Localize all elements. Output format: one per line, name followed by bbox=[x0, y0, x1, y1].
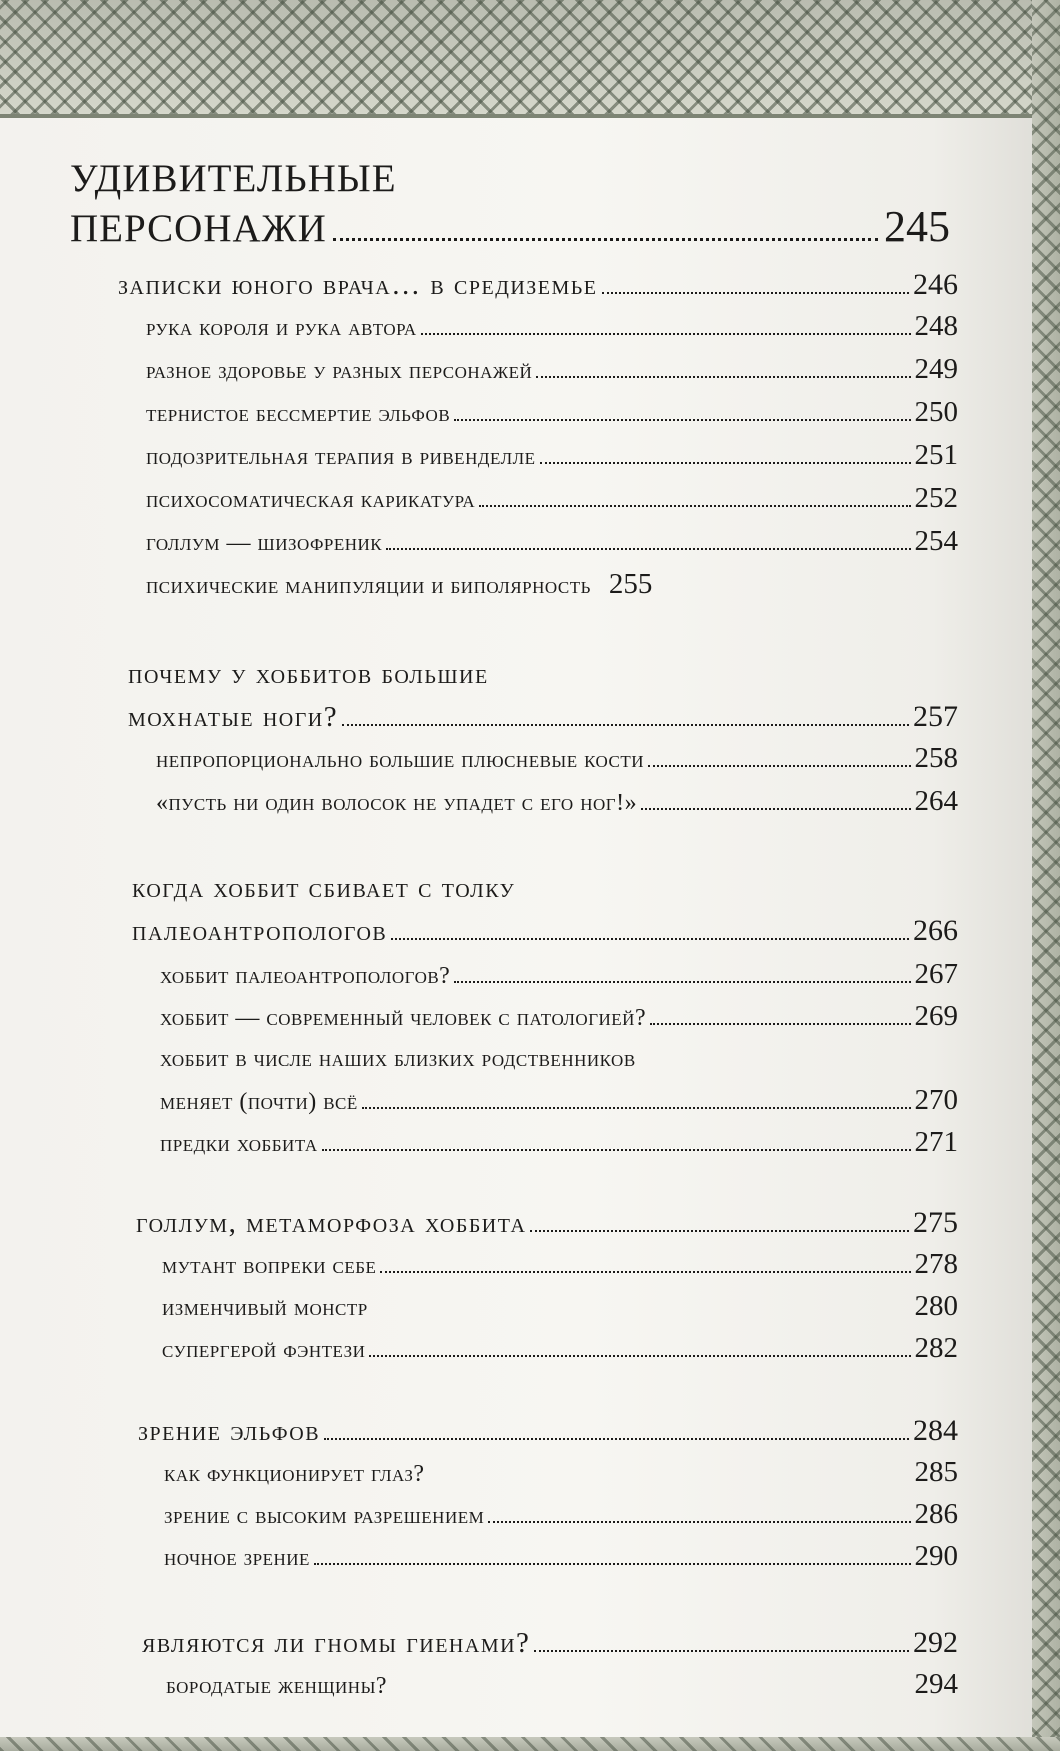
subsection-page: 278 bbox=[914, 1248, 958, 1280]
toc-subsection[interactable] bbox=[156, 742, 958, 775]
leader-dots bbox=[369, 1355, 910, 1357]
subsection-title: мутант вопреки себе bbox=[162, 1253, 377, 1279]
leader-dots bbox=[314, 1563, 911, 1565]
leader-dots bbox=[530, 1230, 909, 1232]
leader-dots bbox=[333, 238, 878, 241]
part-page-number: 245 bbox=[884, 202, 950, 251]
toc-subsection[interactable] bbox=[164, 1498, 958, 1531]
toc-subsection[interactable] bbox=[160, 1000, 958, 1033]
subsection-page: 285 bbox=[914, 1456, 958, 1488]
subsection-title: супергерой фэнтези bbox=[162, 1337, 366, 1363]
subsection-page: 290 bbox=[914, 1540, 958, 1572]
toc-subsection[interactable] bbox=[166, 1668, 958, 1701]
subsection-page: 252 bbox=[914, 482, 958, 514]
leader-dots bbox=[602, 292, 909, 294]
leader-dots bbox=[342, 724, 909, 726]
subsection-title: психосоматическая карикатура bbox=[146, 487, 476, 513]
part-title-line1: удивительные bbox=[70, 142, 397, 204]
toc-subsection[interactable] bbox=[146, 439, 958, 472]
chapter-title-line2: мохнатые ноги? bbox=[128, 701, 339, 733]
subsection-title: непропорционально большие плюсневые кости bbox=[156, 747, 645, 773]
subsection-title: тернистое бессмертие эльфов bbox=[146, 401, 451, 427]
subsection-title: как функционирует глаз? bbox=[164, 1461, 425, 1487]
subsection-page: 286 bbox=[914, 1498, 958, 1530]
leader-dots bbox=[386, 548, 910, 550]
toc-subsection[interactable] bbox=[164, 1540, 958, 1573]
chapter-title: голлум, метаморфоза хоббита bbox=[136, 1207, 527, 1239]
toc-subsection[interactable] bbox=[160, 1084, 958, 1117]
chapter-page: 257 bbox=[913, 700, 958, 733]
subsection-page: 270 bbox=[914, 1084, 958, 1116]
chapter-title-line1: почему у хоббитов большие bbox=[128, 658, 489, 690]
subsection-title: разное здоровье у разных персонажей bbox=[146, 358, 533, 384]
subsection-title: хоббит — современный человек с патологией? bbox=[160, 1005, 647, 1031]
leader-dots bbox=[454, 981, 910, 983]
toc-chapter[interactable] bbox=[142, 1626, 958, 1660]
toc-chapter[interactable] bbox=[128, 700, 958, 734]
leader-dots bbox=[421, 333, 911, 335]
subsection-title-line1: хоббит в числе наших близких родственников bbox=[160, 1046, 636, 1072]
toc-subsection[interactable] bbox=[146, 525, 958, 558]
subsection-page: 248 bbox=[914, 310, 958, 342]
chapter-title-line1: когда хоббит сбивает с толку bbox=[132, 872, 516, 904]
subsection-page: 264 bbox=[914, 785, 958, 817]
chapter-page: 246 bbox=[913, 268, 958, 301]
subsection-title: голлум — шизофреник bbox=[146, 530, 383, 556]
toc-subsection[interactable] bbox=[146, 568, 958, 601]
leader-dots bbox=[454, 419, 910, 421]
part-title-row bbox=[70, 192, 950, 254]
toc-chapter[interactable] bbox=[138, 1414, 958, 1448]
subsection-page: 258 bbox=[914, 742, 958, 774]
subsection-title: бородатые женщины? bbox=[166, 1673, 388, 1699]
leader-dots bbox=[641, 808, 910, 810]
leader-dots bbox=[540, 462, 911, 464]
subsection-title: хоббит палеоантропологов? bbox=[160, 963, 451, 989]
toc-chapter[interactable] bbox=[136, 1206, 958, 1240]
subsection-page: 255 bbox=[608, 568, 653, 600]
subsection-page: 294 bbox=[914, 1668, 958, 1700]
leader-dots bbox=[391, 938, 909, 940]
toc-subsection[interactable] bbox=[160, 1126, 958, 1159]
chapter-page: 284 bbox=[913, 1414, 958, 1447]
toc-subsection[interactable] bbox=[162, 1248, 958, 1281]
toc-chapter[interactable] bbox=[118, 268, 958, 302]
toc-subsection[interactable] bbox=[156, 785, 958, 818]
subsection-title: зрение с высоким разрешением bbox=[164, 1503, 485, 1529]
leader-dots bbox=[650, 1023, 910, 1025]
leader-dots bbox=[362, 1107, 911, 1109]
toc-subsection[interactable] bbox=[146, 482, 958, 515]
subsection-page: 251 bbox=[914, 439, 958, 471]
chapter-title-line2: палеоантропологов bbox=[132, 915, 388, 947]
leader-dots bbox=[488, 1521, 910, 1523]
leader-dots bbox=[380, 1271, 910, 1273]
subsection-title: подозрительная терапия в ривенделле bbox=[146, 444, 536, 470]
chapter-title: являются ли гномы гиенами? bbox=[142, 1627, 531, 1659]
leader-dots bbox=[648, 765, 910, 767]
subsection-title: рука короля и рука автора bbox=[146, 315, 417, 341]
leader-dots bbox=[479, 505, 910, 507]
subsection-page: 282 bbox=[914, 1332, 958, 1364]
toc-subsection[interactable] bbox=[162, 1332, 958, 1365]
subsection-page: 250 bbox=[914, 396, 958, 428]
toc-subsection[interactable] bbox=[162, 1290, 958, 1323]
toc-chapter[interactable] bbox=[132, 914, 958, 948]
subsection-page: 254 bbox=[914, 525, 958, 557]
subsection-page: 271 bbox=[914, 1126, 958, 1158]
subsection-title: изменчивый монстр bbox=[162, 1295, 368, 1321]
subsection-title: предки хоббита bbox=[160, 1131, 318, 1157]
chapter-page: 275 bbox=[913, 1206, 958, 1239]
subsection-page: 267 bbox=[914, 958, 958, 990]
toc-subsection[interactable] bbox=[160, 958, 958, 991]
chapter-title: записки юного врача… в средиземье bbox=[118, 269, 598, 301]
subsection-title: ночное зрение bbox=[164, 1545, 310, 1571]
subsection-title-line2: меняет (почти) всё bbox=[160, 1089, 358, 1115]
chapter-page: 292 bbox=[913, 1626, 958, 1659]
chapter-title: зрение эльфов bbox=[138, 1415, 321, 1447]
toc-subsection[interactable] bbox=[164, 1456, 958, 1489]
toc-subsection[interactable] bbox=[146, 353, 958, 386]
toc-subsection[interactable] bbox=[146, 310, 958, 343]
chapter-page: 266 bbox=[913, 914, 958, 947]
leader-dots bbox=[536, 376, 910, 378]
leader-dots bbox=[324, 1438, 909, 1440]
leader-dots bbox=[322, 1149, 911, 1151]
leader-dots bbox=[534, 1650, 909, 1652]
subsection-page: 280 bbox=[914, 1290, 958, 1322]
subsection-page: 269 bbox=[914, 1000, 958, 1032]
subsection-title: «пусть ни один волосок не упадет с его ног!» bbox=[156, 790, 638, 816]
toc-subsection[interactable] bbox=[146, 396, 958, 429]
part-title bbox=[70, 142, 950, 254]
part-title-line2: персонажи bbox=[70, 192, 327, 254]
subsection-title: психические манипуляции и биполярность bbox=[146, 573, 591, 599]
subsection-page: 249 bbox=[914, 353, 958, 385]
